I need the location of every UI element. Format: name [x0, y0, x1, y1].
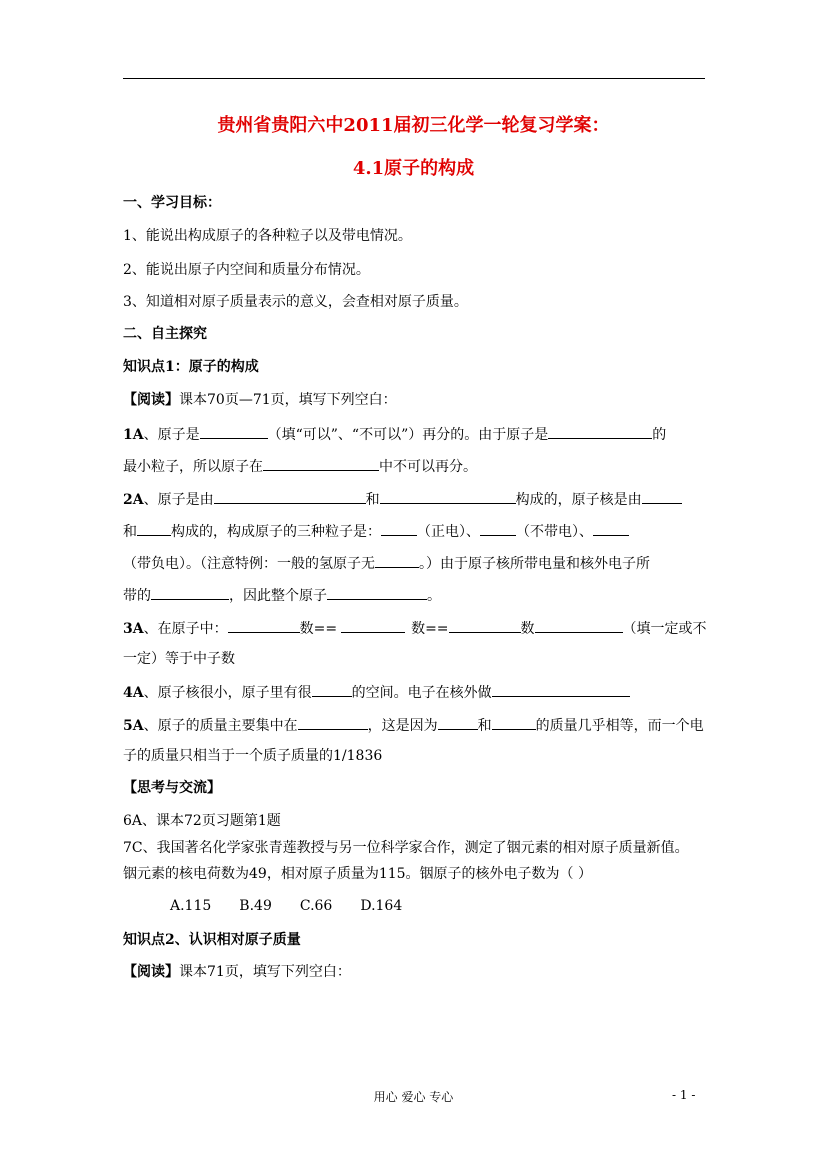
question-1-line-1: 1A、原子是 （填“可以”、“不可以”）再分的。由于原子是 的 [123, 424, 666, 444]
section-heading-goals: 一、学习目标： [123, 195, 221, 211]
answer-blank[interactable] [228, 618, 300, 633]
think-heading: 【思考与交流】 [123, 780, 221, 796]
answer-blank[interactable] [214, 489, 366, 504]
question-number: 2A [123, 492, 144, 508]
question-6: 6A、课本72页习题第1题 [123, 813, 281, 829]
answer-blank[interactable] [298, 715, 368, 730]
page-number: - 1 - [672, 1088, 696, 1102]
question-7-options [170, 897, 430, 915]
answer-blank[interactable] [341, 618, 405, 633]
reading-text: 课本71页，填写下列空白： [179, 964, 351, 980]
answer-blank[interactable] [480, 521, 516, 536]
question-3-line-1: 3A、在原子中： 数== 数== 数 （填一定或不 [123, 618, 707, 638]
question-number: 5A [123, 718, 144, 734]
answer-blank[interactable] [380, 489, 516, 504]
answer-blank[interactable] [327, 585, 427, 600]
answer-blank[interactable] [535, 618, 623, 633]
question-number: 4A [123, 685, 144, 701]
answer-blank[interactable] [492, 715, 536, 730]
question-number: 3A [123, 621, 144, 637]
reading-instruction-2 [123, 963, 351, 981]
question-5-line-1: 5A、原子的质量主要集中在 ，这是因为 和 的质量几乎相等，而一个电 [123, 715, 704, 735]
reading-tag: 【阅读】 [123, 392, 179, 408]
question-1-line-2: 最小粒子，所以原子在 中不可以再分。 [123, 456, 477, 476]
answer-blank[interactable] [381, 521, 417, 536]
knowledge-point-1: 知识点1：原子的构成 [123, 359, 259, 375]
answer-blank[interactable] [375, 553, 419, 568]
answer-blank[interactable] [642, 489, 682, 504]
option-c[interactable]: C.66 [299, 898, 333, 914]
answer-blank[interactable] [312, 682, 352, 697]
option-d[interactable]: D.164 [360, 898, 403, 914]
footer-motto: 用心 爱心 专心 [373, 1090, 454, 1104]
question-5-line-2: 子的质量只相当于一个质子质量的1/1836 [123, 748, 383, 764]
question-4: 4A、原子核很小，原子里有很 的空间。电子在核外做 [123, 682, 630, 702]
option-a[interactable]: A.115 [170, 898, 212, 914]
reading-instruction-1 [123, 391, 397, 409]
goal-2: 2、能说出原子内空间和质量分布情况。 [123, 262, 370, 278]
question-number: 1A [123, 427, 144, 443]
option-b[interactable]: B.49 [239, 898, 272, 914]
question-2-line-4: 带的 ，因此整个原子 。 [123, 585, 441, 605]
answer-blank[interactable] [151, 585, 229, 600]
goal-3: 3、知道相对原子质量表示的意义，会查相对原子质量。 [123, 294, 468, 310]
answer-blank[interactable] [492, 682, 630, 697]
document-title: 贵州省贵阳六中2011届初三化学一轮复习学案： [217, 115, 610, 136]
answer-blank[interactable] [263, 456, 379, 471]
reading-tag: 【阅读】 [123, 964, 179, 980]
question-2-line-2: 和 构成的，构成原子的三种粒子是： （正电）、 （不带电）、 [123, 521, 629, 541]
answer-blank[interactable] [438, 715, 478, 730]
question-2-line-1: 2A、原子是由 和 构成的，原子核是由 [123, 489, 682, 509]
goal-1: 1、能说出构成原子的各种粒子以及带电情况。 [123, 228, 412, 244]
reading-text: 课本70页—71页，填写下列空白： [179, 392, 397, 408]
answer-blank[interactable] [200, 424, 268, 439]
section-heading-explore: 二、自主探究 [123, 326, 207, 342]
answer-blank[interactable] [137, 521, 171, 536]
knowledge-point-2: 知识点2、认识相对原子质量 [123, 932, 301, 948]
document-subtitle: 4.1原子的构成 [352, 158, 475, 179]
question-7-line-2: 铟元素的核电荷数为49，相对原子质量为115。铟原子的核外电子数为（ ） [123, 866, 592, 882]
question-2-line-3: （带负电）。（注意特例：一般的氢原子无 。）由于原子核所带电量和核外电子所 [123, 553, 650, 573]
question-3-line-2: 一定）等于中子数 [123, 651, 235, 667]
question-7-line-1: 7C、我国著名化学家张青莲教授与另一位科学家合作，测定了铟元素的相对原子质量新值。 [123, 840, 689, 856]
header-rule [123, 78, 705, 79]
answer-blank[interactable] [548, 424, 652, 439]
answer-blank[interactable] [449, 618, 521, 633]
answer-blank[interactable] [593, 521, 629, 536]
